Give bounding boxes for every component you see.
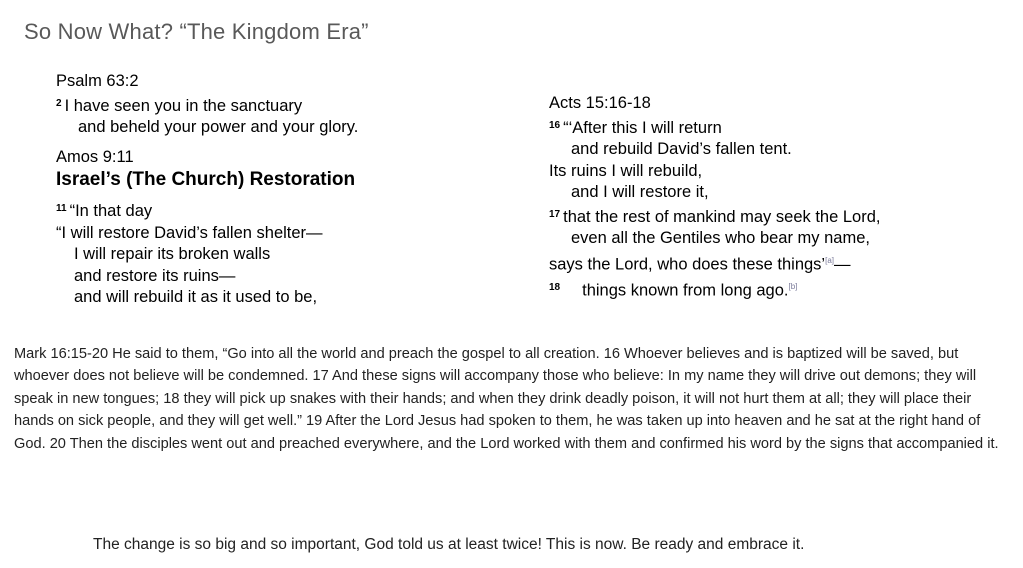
page-title: So Now What? “The Kingdom Era”: [24, 19, 369, 44]
psalm-verse-line: [56, 93, 358, 118]
amos-subheading: Israel’s (The Church) Restoration: [56, 169, 356, 190]
verse-text: “‘After this I will return: [563, 118, 722, 137]
acts-verse-line: [549, 276, 880, 302]
closing-statement: The change is so big and so important, God told us at least twice! This is now. Be ready and embrace it.: [93, 536, 805, 553]
psalm-reference: Psalm 63:2: [56, 72, 139, 90]
amos-verse-line: and restore its ruins—: [74, 266, 236, 285]
verse-number: 17: [549, 208, 561, 220]
right-column: [549, 93, 880, 302]
acts-verse-line: and I will restore it,: [571, 183, 709, 201]
verse-text: that the rest of mankind may seek the Lord,: [563, 207, 881, 226]
acts-verse-line: [549, 204, 880, 229]
acts-reference: Acts 15:16-18: [549, 94, 651, 112]
psalm-verse-line: and beheld your power and your glory.: [78, 118, 359, 136]
acts-verse-line: and rebuild David’s fallen tent.: [571, 140, 792, 158]
verse-text: —: [834, 255, 851, 273]
verse-number: 18: [549, 282, 561, 293]
amos-verse-line: and will rebuild it as it used to be,: [74, 288, 318, 306]
mark-passage: Mark 16:15-20 He said to them, “Go into all the world and preach the gospel to all creation. 16 Whoever believes and is baptized will be saved, but whoever does not believe will be condemned. 17 And these signs will accompany those who believe: In my name they will drive out demons; they will speak in new tongues; 18 they will pick up snakes with their hands; and when they drink deadly poison, it will not hurt them at all; they will place their hands on sick people, and they will get well.” 19 After the Lord Jesus had spoken to them, he was taken up into heaven and he sat at the right hand of God. 20 Then the disciples went out and preached everywhere, and the Lord worked with them and confirmed his word by the signs that accompanied it.: [14, 346, 999, 452]
acts-verse-line: Its ruins I will rebuild,: [549, 161, 703, 180]
verse-text: I have seen you in the sanctuary: [64, 96, 303, 115]
acts-verse-line: even all the Gentiles who bear my name,: [571, 229, 870, 247]
footnote-marker[interactable]: [a]: [825, 255, 834, 265]
verse-text: says the Lord, who does these things’: [549, 255, 826, 273]
verse-text: things known from long ago.: [582, 281, 789, 299]
left-column: [56, 71, 358, 309]
verse-text: “In that day: [69, 202, 153, 220]
footnote-marker[interactable]: [b]: [788, 281, 798, 291]
amos-verse-line: “I will restore David’s fallen shelter—: [56, 223, 323, 242]
verse-number: 11: [56, 203, 67, 214]
acts-verse-line: [549, 250, 880, 276]
amos-reference: Amos 9:11: [56, 147, 134, 166]
amos-verse-line: I will repair its broken walls: [74, 245, 271, 263]
verse-number: 2: [56, 97, 62, 109]
amos-verse-line: [56, 198, 358, 223]
verse-number: 16: [549, 119, 561, 131]
acts-verse-line: [549, 115, 880, 140]
